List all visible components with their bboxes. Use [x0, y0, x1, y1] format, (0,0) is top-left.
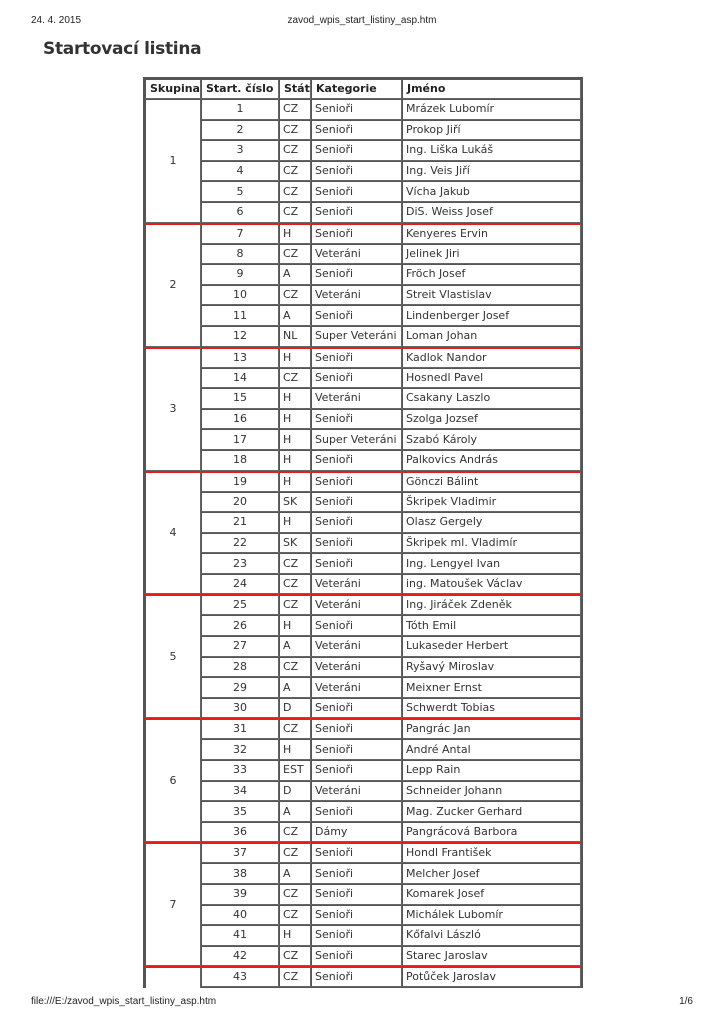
table-row	[145, 677, 581, 698]
category-cell	[311, 987, 402, 988]
start-number-cell: 30	[201, 698, 279, 719]
state-cell: CZ	[279, 140, 311, 161]
start-number-cell: 29	[201, 677, 279, 698]
state-cell: EST	[279, 760, 311, 781]
start-number-cell: 5	[201, 181, 279, 202]
table-row	[145, 863, 581, 884]
name-cell: Tóth Emil	[402, 615, 581, 636]
table-row	[145, 429, 581, 450]
table-row	[145, 161, 581, 182]
table-row	[145, 781, 581, 802]
category-cell: Veteráni	[311, 594, 402, 615]
name-cell: Szolga Jozsef	[402, 409, 581, 430]
name-cell	[402, 987, 581, 988]
state-cell: H	[279, 450, 311, 471]
state-cell: H	[279, 429, 311, 450]
category-cell: Senioři	[311, 368, 402, 389]
state-cell: CZ	[279, 368, 311, 389]
category-cell: Senioři	[311, 946, 402, 967]
category-cell: Senioři	[311, 533, 402, 554]
name-cell: DiS. Weiss Josef	[402, 202, 581, 223]
start-number-cell: 39	[201, 884, 279, 905]
category-cell: Senioři	[311, 140, 402, 161]
name-cell: André Antal	[402, 739, 581, 760]
name-cell: Fröch Josef	[402, 264, 581, 285]
table-row	[145, 801, 581, 822]
column-header-start-number: Start. číslo	[201, 79, 279, 99]
start-number-cell: 28	[201, 657, 279, 678]
start-list-table	[143, 77, 583, 988]
name-cell: Mag. Zucker Gerhard	[402, 801, 581, 822]
state-cell: CZ	[279, 202, 311, 223]
name-cell: ing. Matoušek Václav	[402, 574, 581, 595]
table-row	[145, 347, 581, 368]
category-cell: Senioři	[311, 99, 402, 120]
category-cell: Senioři	[311, 739, 402, 760]
start-number-cell: 19	[201, 471, 279, 492]
state-cell: H	[279, 512, 311, 533]
name-cell: Škripek Vladimir	[402, 492, 581, 513]
category-cell: Senioři	[311, 512, 402, 533]
page-title: Startovací listina	[43, 39, 202, 59]
name-cell: Ing. Liška Lukáš	[402, 140, 581, 161]
start-number-cell: 9	[201, 264, 279, 285]
start-number-cell: 38	[201, 863, 279, 884]
category-cell: Senioři	[311, 925, 402, 946]
start-number-cell: 40	[201, 905, 279, 926]
start-number-cell: 33	[201, 760, 279, 781]
category-cell: Veteráni	[311, 781, 402, 802]
category-cell: Veteráni	[311, 574, 402, 595]
state-cell: A	[279, 264, 311, 285]
table-row	[145, 946, 581, 967]
table-row	[145, 223, 581, 244]
state-cell: CZ	[279, 120, 311, 141]
category-cell: Senioři	[311, 842, 402, 863]
table-row	[145, 574, 581, 595]
name-cell: Škripek ml. Vladimír	[402, 533, 581, 554]
group-cell: 3	[145, 347, 201, 471]
table-row	[145, 822, 581, 843]
state-cell: A	[279, 636, 311, 657]
category-cell: Veteráni	[311, 244, 402, 265]
state-cell: CZ	[279, 161, 311, 182]
start-number-cell: 1	[201, 99, 279, 120]
category-cell: Dámy	[311, 822, 402, 843]
category-cell: Senioři	[311, 966, 402, 987]
name-cell: Lepp Rain	[402, 760, 581, 781]
name-cell: Palkovics András	[402, 450, 581, 471]
group-cell: 5	[145, 594, 201, 718]
name-cell: Hondl František	[402, 842, 581, 863]
table-row	[145, 492, 581, 513]
start-number-cell: 27	[201, 636, 279, 657]
table-row	[145, 99, 581, 120]
category-cell: Veteráni	[311, 677, 402, 698]
start-number-cell: 14	[201, 368, 279, 389]
name-cell: Kadlok Nandor	[402, 347, 581, 368]
category-cell: Veteráni	[311, 636, 402, 657]
category-cell: Senioři	[311, 202, 402, 223]
state-cell: D	[279, 698, 311, 719]
state-cell: A	[279, 677, 311, 698]
state-cell: CZ	[279, 99, 311, 120]
state-cell: CZ	[279, 822, 311, 843]
start-number-cell: 6	[201, 202, 279, 223]
name-cell: Mrázek Lubomír	[402, 99, 581, 120]
start-number-cell: 13	[201, 347, 279, 368]
start-number-cell	[201, 987, 279, 988]
table-row	[145, 533, 581, 554]
start-number-cell: 22	[201, 533, 279, 554]
name-cell: Csakany Laszlo	[402, 388, 581, 409]
table-row	[145, 842, 581, 863]
table-row	[145, 140, 581, 161]
start-number-cell: 35	[201, 801, 279, 822]
table-row	[145, 925, 581, 946]
name-cell: Streit Vlastislav	[402, 285, 581, 306]
state-cell: SK	[279, 533, 311, 554]
category-cell: Veteráni	[311, 285, 402, 306]
start-number-cell: 41	[201, 925, 279, 946]
table-row	[145, 285, 581, 306]
start-number-cell: 24	[201, 574, 279, 595]
category-cell: Senioři	[311, 760, 402, 781]
start-number-cell: 8	[201, 244, 279, 265]
table-row	[145, 326, 581, 347]
start-number-cell: 42	[201, 946, 279, 967]
start-number-cell: 10	[201, 285, 279, 306]
category-cell: Senioři	[311, 698, 402, 719]
name-cell: Olasz Gergely	[402, 512, 581, 533]
category-cell: Senioři	[311, 120, 402, 141]
start-number-cell: 32	[201, 739, 279, 760]
start-number-cell: 36	[201, 822, 279, 843]
name-cell: Ing. Veis Jiří	[402, 161, 581, 182]
name-cell: Schwerdt Tobias	[402, 698, 581, 719]
category-cell: Senioři	[311, 471, 402, 492]
name-cell: Loman Johan	[402, 326, 581, 347]
name-cell: Lindenberger Josef	[402, 305, 581, 326]
category-cell: Senioři	[311, 305, 402, 326]
name-cell: Lukaseder Herbert	[402, 636, 581, 657]
state-cell: CZ	[279, 553, 311, 574]
state-cell: CZ	[279, 842, 311, 863]
state-cell: H	[279, 615, 311, 636]
category-cell: Senioři	[311, 161, 402, 182]
state-cell: CZ	[279, 718, 311, 739]
print-header-filename: zavod_wpis_start_listiny_asp.htm	[287, 15, 437, 26]
start-number-cell: 31	[201, 718, 279, 739]
state-cell: CZ	[279, 905, 311, 926]
start-number-cell: 18	[201, 450, 279, 471]
name-cell: Jelinek Jiri	[402, 244, 581, 265]
group-cell: 4	[145, 471, 201, 595]
start-number-cell: 16	[201, 409, 279, 430]
name-cell: Kenyeres Ervin	[402, 223, 581, 244]
table-row	[145, 615, 581, 636]
name-cell: Hosnedl Pavel	[402, 368, 581, 389]
name-cell: Ing. Lengyel Ivan	[402, 553, 581, 574]
group-cell: 2	[145, 223, 201, 347]
start-number-cell: 37	[201, 842, 279, 863]
state-cell: A	[279, 863, 311, 884]
print-header-date: 24. 4. 2015	[31, 15, 82, 26]
category-cell: Senioři	[311, 492, 402, 513]
state-cell: H	[279, 388, 311, 409]
category-cell: Senioři	[311, 884, 402, 905]
table-row	[145, 181, 581, 202]
state-cell: A	[279, 801, 311, 822]
category-cell: Senioři	[311, 347, 402, 368]
name-cell: Melcher Josef	[402, 863, 581, 884]
start-number-cell: 3	[201, 140, 279, 161]
name-cell: Kőfalvi László	[402, 925, 581, 946]
column-header-category: Kategorie	[311, 79, 402, 99]
column-header-state: Stát	[279, 79, 311, 99]
category-cell: Senioři	[311, 223, 402, 244]
table-row	[145, 739, 581, 760]
name-cell: Michálek Lubomír	[402, 905, 581, 926]
table-row	[145, 388, 581, 409]
table-row	[145, 905, 581, 926]
table-row	[145, 120, 581, 141]
category-cell: Veteráni	[311, 388, 402, 409]
category-cell: Senioři	[311, 264, 402, 285]
state-cell: SK	[279, 492, 311, 513]
state-cell: CZ	[279, 285, 311, 306]
name-cell: Potůček Jaroslav	[402, 966, 581, 987]
table-row	[145, 553, 581, 574]
table-row	[145, 884, 581, 905]
state-cell: H	[279, 223, 311, 244]
start-number-cell: 15	[201, 388, 279, 409]
state-cell: A	[279, 305, 311, 326]
start-number-cell: 12	[201, 326, 279, 347]
name-cell: Pangrác Jan	[402, 718, 581, 739]
state-cell: H	[279, 471, 311, 492]
table-row	[145, 636, 581, 657]
name-cell: Pangrácová Barbora	[402, 822, 581, 843]
start-number-cell: 23	[201, 553, 279, 574]
category-cell: Senioři	[311, 450, 402, 471]
state-cell: NL	[279, 326, 311, 347]
category-cell: Super Veteráni	[311, 429, 402, 450]
state-cell: H	[279, 925, 311, 946]
group-cell: 6	[145, 718, 201, 842]
state-cell: CZ	[279, 946, 311, 967]
category-cell: Senioři	[311, 553, 402, 574]
name-cell: Vícha Jakub	[402, 181, 581, 202]
table-row	[145, 305, 581, 326]
group-cell: 7	[145, 842, 201, 966]
start-number-cell: 43	[201, 966, 279, 987]
category-cell: Senioři	[311, 615, 402, 636]
table-row	[145, 264, 581, 285]
table-row	[145, 244, 581, 265]
name-cell: Schneider Johann	[402, 781, 581, 802]
category-cell: Senioři	[311, 905, 402, 926]
state-cell: CZ	[279, 966, 311, 987]
start-number-cell: 17	[201, 429, 279, 450]
start-number-cell: 25	[201, 594, 279, 615]
group-cell	[145, 966, 201, 988]
start-number-cell: 4	[201, 161, 279, 182]
state-cell: H	[279, 739, 311, 760]
table-row	[145, 368, 581, 389]
state-cell	[279, 987, 311, 988]
state-cell: H	[279, 347, 311, 368]
state-cell: CZ	[279, 594, 311, 615]
table-row	[145, 450, 581, 471]
state-cell: D	[279, 781, 311, 802]
category-cell: Veteráni	[311, 657, 402, 678]
state-cell: CZ	[279, 181, 311, 202]
name-cell: Meixner Ernst	[402, 677, 581, 698]
print-footer-url: file:///E:/zavod_wpis_start_listiny_asp.htm	[31, 996, 217, 1007]
group-cell: 1	[145, 99, 201, 223]
table-body	[145, 99, 581, 988]
category-cell: Senioři	[311, 718, 402, 739]
table-row	[145, 760, 581, 781]
category-cell: Senioři	[311, 801, 402, 822]
category-cell: Super Veteráni	[311, 326, 402, 347]
start-number-cell: 7	[201, 223, 279, 244]
category-cell: Senioři	[311, 181, 402, 202]
table-row	[145, 966, 581, 987]
name-cell: Ing. Jiráček Zdeněk	[402, 594, 581, 615]
name-cell: Prokop Jiří	[402, 120, 581, 141]
print-footer-page-number: 1/6	[679, 996, 693, 1007]
table-row	[145, 512, 581, 533]
column-header-name: Jméno	[402, 79, 581, 99]
table-row	[145, 987, 581, 988]
start-number-cell: 34	[201, 781, 279, 802]
start-number-cell: 20	[201, 492, 279, 513]
name-cell: Starec Jaroslav	[402, 946, 581, 967]
name-cell: Szabó Károly	[402, 429, 581, 450]
name-cell: Komarek Josef	[402, 884, 581, 905]
name-cell: Gönczi Bálint	[402, 471, 581, 492]
state-cell: CZ	[279, 884, 311, 905]
table-row	[145, 471, 581, 492]
table-row	[145, 698, 581, 719]
name-cell: Ryšavý Miroslav	[402, 657, 581, 678]
state-cell: CZ	[279, 574, 311, 595]
start-list-container	[143, 77, 583, 988]
start-number-cell: 21	[201, 512, 279, 533]
state-cell: CZ	[279, 244, 311, 265]
table-row	[145, 718, 581, 739]
table-row	[145, 202, 581, 223]
table-row	[145, 409, 581, 430]
table-row	[145, 594, 581, 615]
start-number-cell: 11	[201, 305, 279, 326]
start-number-cell: 26	[201, 615, 279, 636]
category-cell: Senioři	[311, 409, 402, 430]
state-cell: CZ	[279, 657, 311, 678]
column-header-group: Skupina	[145, 79, 201, 99]
table-header-row	[145, 79, 581, 99]
state-cell: H	[279, 409, 311, 430]
table-row	[145, 657, 581, 678]
category-cell: Senioři	[311, 863, 402, 884]
start-number-cell: 2	[201, 120, 279, 141]
